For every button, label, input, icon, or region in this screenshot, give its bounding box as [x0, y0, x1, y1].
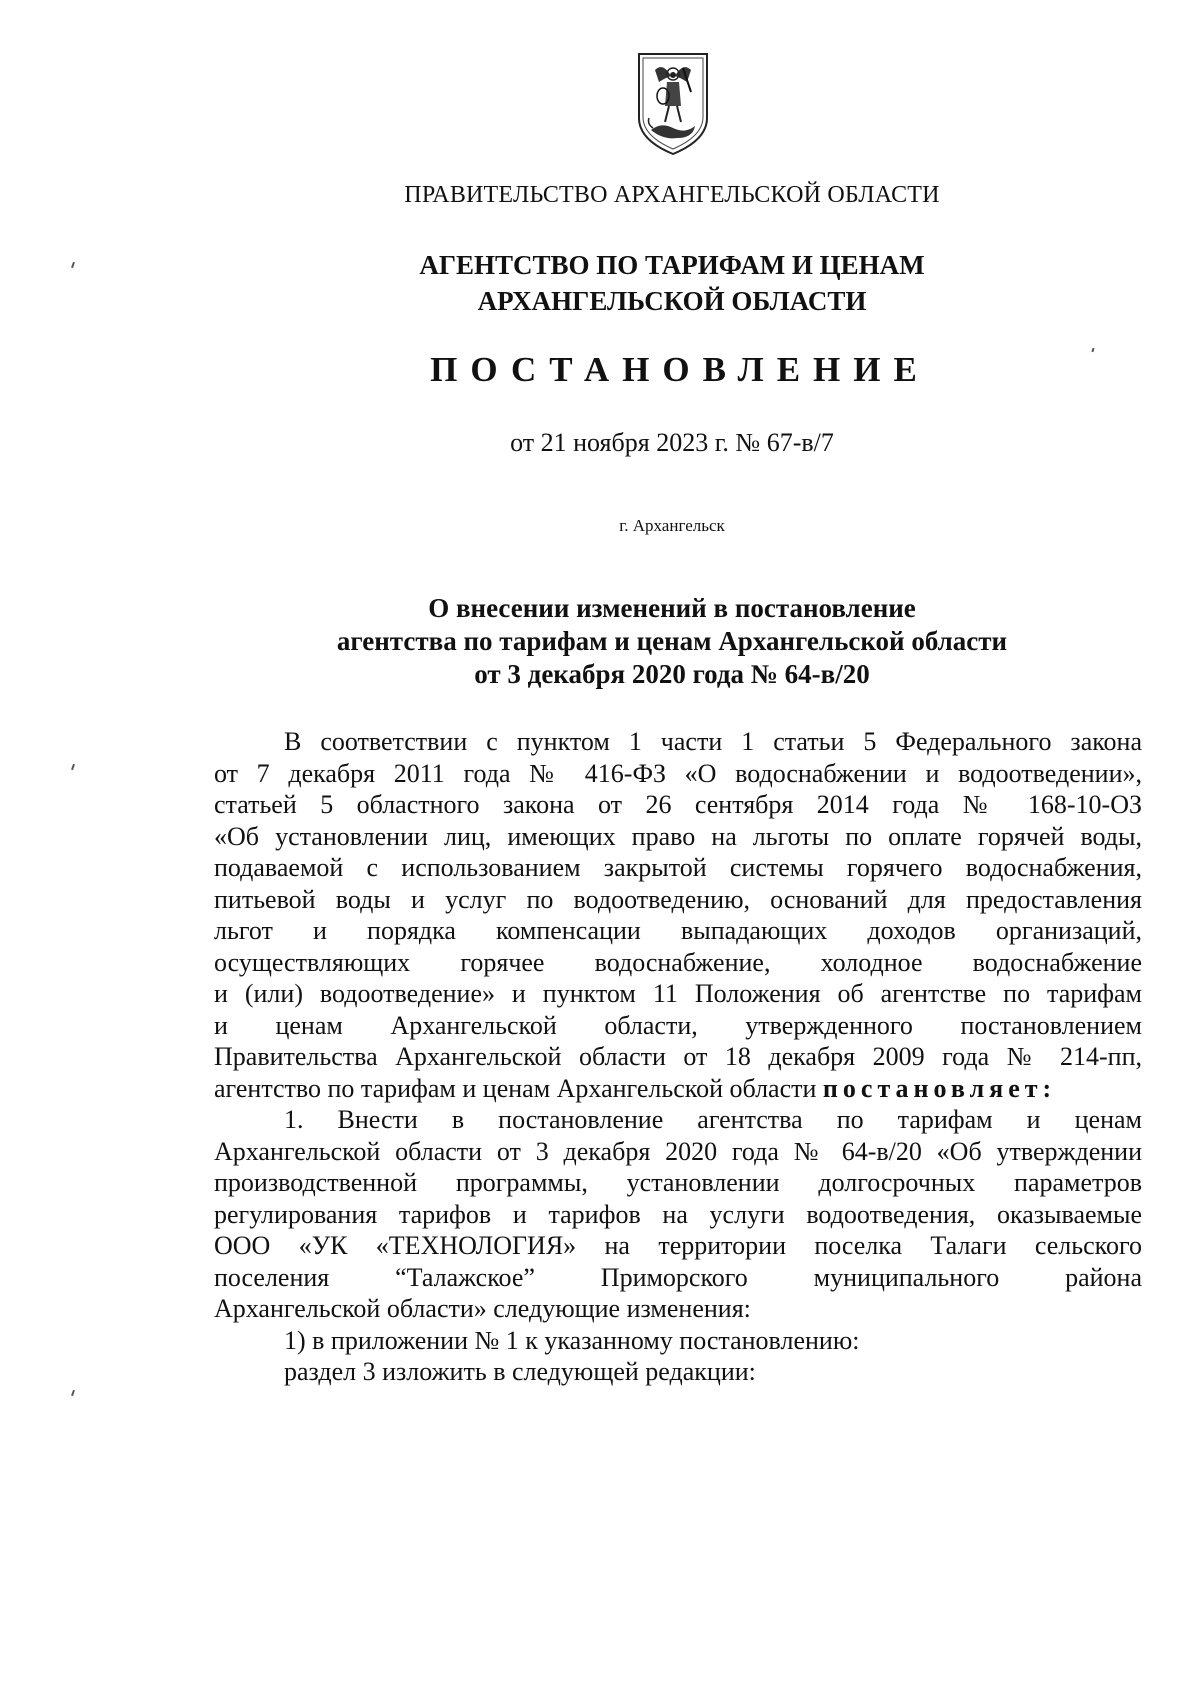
preamble-line: питьевой воды и услуг по водоотведению, оснований для предоставления [214, 884, 1142, 914]
government-name: ПРАВИТЕЛЬСТВО АРХАНГЕЛЬСКОЙ ОБЛАСТИ [404, 182, 940, 208]
item-1-line: регулирования тарифов и тарифов на услуги водоотведения, оказываемые [214, 1199, 1142, 1229]
item-1-last-line: Архангельской области» следующие изменения: [214, 1294, 751, 1323]
document-city: г. Архангельск [619, 516, 725, 535]
preamble-line: и ценам Архангельской области, утвержденного постановлением [214, 1010, 1142, 1040]
decree-word: постановляет: [822, 1073, 1057, 1103]
preamble-line: статьей 5 областного закона от 26 сентября 2014 года № 168-10-ОЗ [214, 790, 1142, 819]
item-1-line: 1. Внести в постановление агентства по тарифам и ценам [284, 1105, 1142, 1134]
item-1-line: производственной программы, установлении долгосрочных параметров [214, 1168, 1142, 1197]
preamble-last-line [214, 1073, 1142, 1105]
agency-name-line-1: АГЕНТСТВО ПО ТАРИФАМ И ЦЕНАМ [419, 250, 925, 280]
preamble-line: и (или) водоотведение» и пунктом 11 Положения об агентстве по тарифам [214, 979, 1142, 1008]
preamble-paragraph [214, 726, 1142, 1104]
scan-speck [71, 764, 75, 770]
preamble-last-text: агентство по тарифам и ценам Архангельской области [214, 1073, 817, 1103]
preamble-line: В соответствии с пунктом 1 части 1 статьи 5 Федерального закона [284, 727, 1142, 756]
preamble-line: «Об установлении лиц, имеющих право на льготы по оплате горячей воды, [214, 821, 1142, 851]
preamble-line: Правительства Архангельской области от 18 декабря 2009 года № 214-пп, [214, 1042, 1142, 1071]
document-body [214, 726, 1142, 1388]
subject-line-3: от 3 декабря 2020 года № 64-в/20 [474, 659, 870, 689]
section-3-instruction: раздел 3 изложить в следующей редакции: [284, 1357, 756, 1386]
item-1-line: поселения “Талажское” Приморского муниципального района [214, 1262, 1142, 1292]
document-type-title: ПОСТАНОВЛЕНИЕ [430, 350, 930, 389]
document-subject [72, 592, 1200, 691]
item-1-line: ООО «УК «ТЕХНОЛОГИЯ» на территории поселка Талаги сельского [214, 1231, 1142, 1260]
preamble-line: осуществляющих горячее водоснабжение, холодное водоснабжение [214, 947, 1142, 977]
agency-name [72, 247, 1200, 319]
preamble-line: подаваемой с использованием закрытой системы горячего водоснабжения, [214, 853, 1142, 882]
item-1-paragraph [214, 1104, 1142, 1325]
preamble-line: от 7 декабря 2011 года № 416-ФЗ «О водоснабжении и водоотведении», [214, 758, 1142, 788]
coat-of-arms-archangel-icon [633, 48, 713, 160]
subject-line-2: агентства по тарифам и ценам Архангельской области [336, 626, 1008, 656]
subitem-1: 1) в приложении № 1 к указанному постановлению: [284, 1325, 860, 1355]
agency-name-line-2: АРХАНГЕЛЬСКОЙ ОБЛАСТИ [477, 286, 867, 316]
subject-line-1: О внесении изменений в постановление [428, 593, 916, 623]
preamble-line: льгот и порядка компенсации выпадающих доходов организаций, [214, 916, 1142, 945]
document-date-number: от 21 ноября 2023 г. № 67-в/7 [510, 428, 834, 457]
item-1-line: Архангельской области от 3 декабря 2020 года № 64-в/20 «Об утверждении [214, 1136, 1142, 1166]
scan-speck [71, 1390, 75, 1396]
